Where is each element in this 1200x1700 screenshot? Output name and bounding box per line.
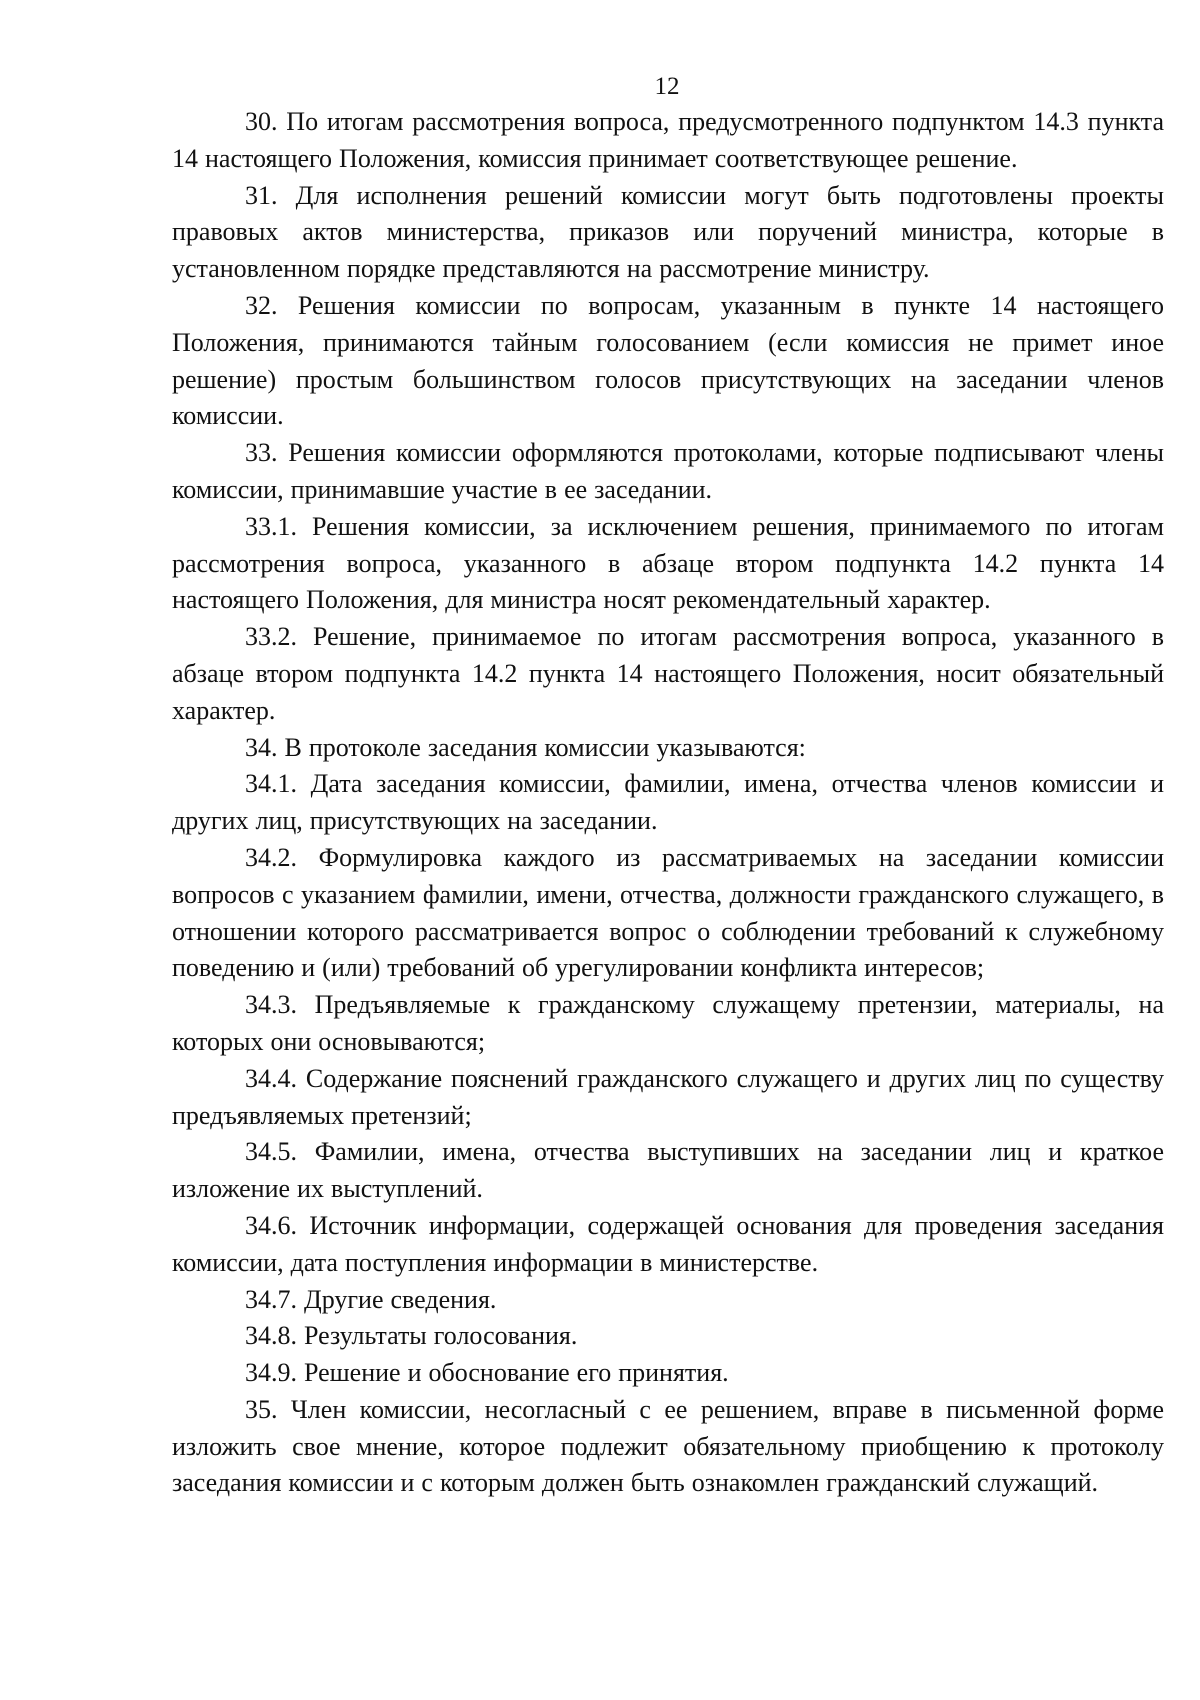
document-body [172, 104, 1164, 1502]
paragraph-34-2: 34.2. Формулировка каждого из рассматриваемых на заседании комиссии вопросов с указанием фамилии, имени, отчества, должности гражданского служащего, в отношении которого рассматривается вопрос о соблюдении требований к служебному поведению и (или) требований об урегулировании конфликта интересов; [172, 842, 1164, 983]
paragraph-34-7: 34.7. Другие сведения. [245, 1284, 497, 1314]
paragraph-35: 35. Член комиссии, несогласный с ее решением, вправе в письменной форме изложить свое мнение, которое подлежит обязательному приобщению к протоколу заседания комиссии и с которым должен быть ознакомлен гражданский служащий. [172, 1394, 1164, 1498]
paragraph-34-4: 34.4. Содержание пояснений гражданского служащего и других лиц по существу предъявляемых претензий; [172, 1063, 1164, 1130]
paragraph-31: 31. Для исполнения решений комиссии могут быть подготовлены проекты правовых актов министерства, приказов или поручений министра, которые в установленном порядке представляются на рассмотрение министру. [172, 180, 1164, 284]
paragraph-34-8: 34.8. Результаты голосования. [245, 1321, 578, 1351]
paragraph-34-6: 34.6. Источник информации, содержащей основания для проведения заседания комиссии, дата поступления информации в министерстве. [172, 1210, 1164, 1277]
page-number: 12 [654, 73, 680, 100]
paragraph-33-2: 33.2. Решение, принимаемое по итогам рассмотрения вопроса, указанного в абзаце втором подпункта 14.2 пункта 14 настоящего Положения, носит обязательный характер. [172, 622, 1164, 725]
paragraph-34-9: 34.9. Решение и обоснование его принятия. [245, 1358, 729, 1388]
paragraph-30: 30. По итогам рассмотрения вопроса, предусмотренного подпунктом 14.3 пункта 14 настоящего Положения, комиссия принимает соответствующее решение. [172, 107, 1164, 173]
paragraph-34-3: 34.3. Предъявляемые к гражданскому служащему претензии, материалы, на которых они основываются; [172, 990, 1164, 1056]
paragraph-34-1: 34.1. Дата заседания комиссии, фамилии, имена, отчества членов комиссии и других лиц, присутствующих на заседании. [172, 769, 1164, 836]
paragraph-33: 33. Решения комиссии оформляются протоколами, которые подписывают члены комиссии, принимавшие участие в ее заседании. [172, 438, 1164, 504]
paragraph-33-1: 33.1. Решения комиссии, за исключением решения, принимаемого по итогам рассмотрения вопроса, указанного в абзаце втором подпункта 14.2 пункта 14 настоящего Положения, для министра носят рекомендательный характер. [172, 511, 1164, 615]
paragraph-34: 34. В протоколе заседания комиссии указываются: [245, 732, 806, 762]
paragraph-32: 32. Решения комиссии по вопросам, указанным в пункте 14 настоящего Положения, принимаются тайным голосованием (если комиссия не примет иное решение) простым большинством голосов присутствующих на заседании членов комиссии. [172, 290, 1164, 431]
paragraph-34-5: 34.5. Фамилии, имена, отчества выступивших на заседании лиц и краткое изложение их выступлений. [172, 1137, 1164, 1204]
